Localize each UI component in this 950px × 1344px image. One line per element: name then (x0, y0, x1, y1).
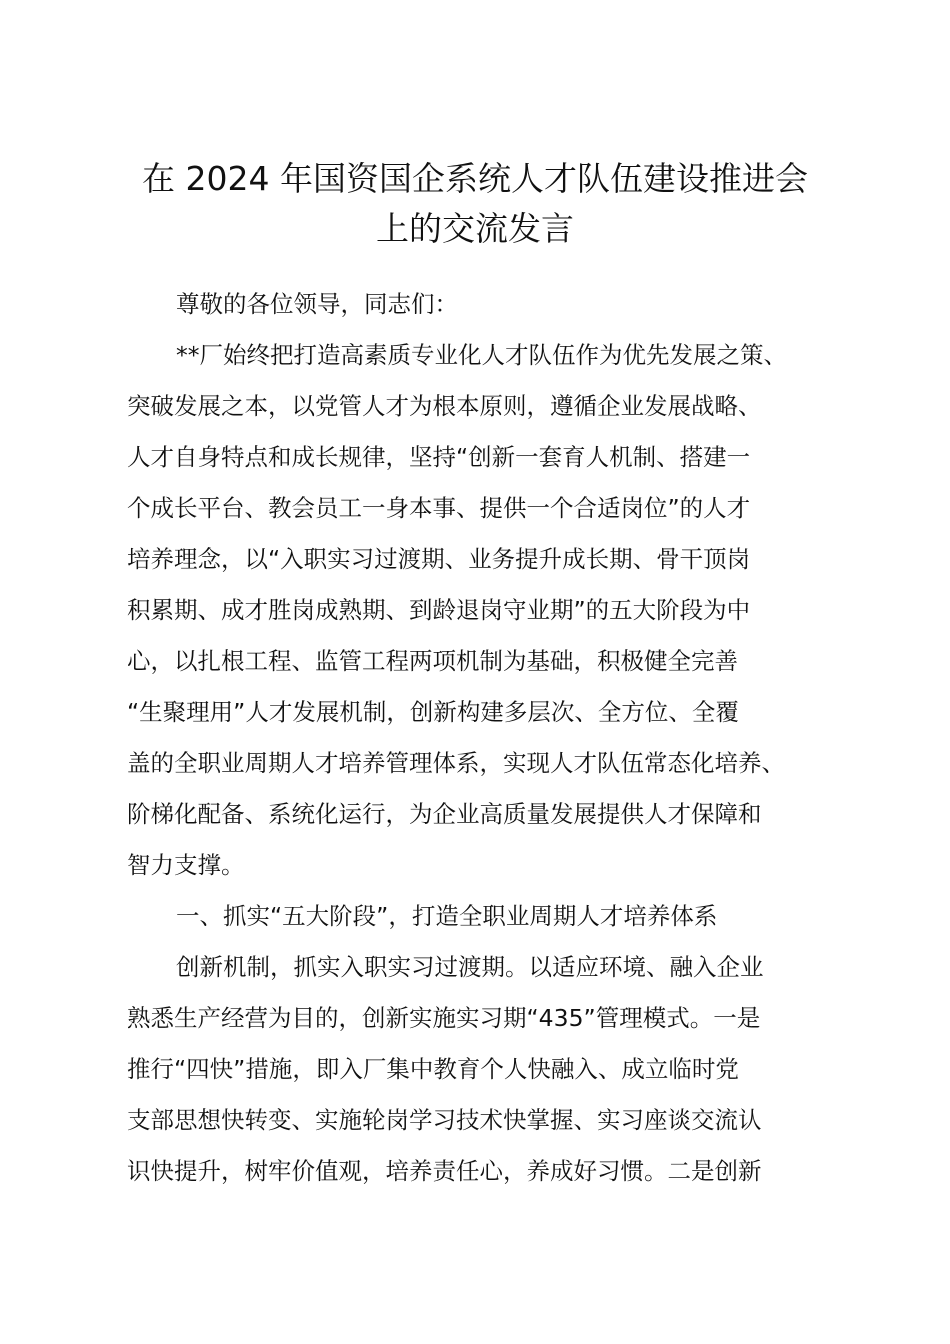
section-heading: 一、抓实“五大阶段”，打造全职业周期人才培养体系 (176, 902, 718, 930)
body-line: 积累期、成才胜岗成熟期、到龄退岗守业期”的五大阶段为中 (127, 596, 751, 624)
body-line: 盖的全职业周期人才培养管理体系，实现人才队伍常态化培养、 (127, 749, 785, 777)
body-line: 个成长平台、教会员工一身本事、提供一个合适岗位”的人才 (127, 494, 751, 522)
body-line: “生聚理用”人才发展机制，创新构建多层次、全方位、全覆 (127, 698, 739, 726)
body-line: **厂始终把打造高素质专业化人才队伍作为优先发展之策、 (176, 341, 787, 369)
salutation: 尊敬的各位领导，同志们： (176, 290, 458, 318)
body-line: 人才自身特点和成长规律，坚持“创新一套育人机制、搭建一 (127, 443, 751, 471)
body-line: 智力支撑。 (127, 851, 245, 879)
body-line: 心，以扎根工程、监管工程两项机制为基础，积极健全完善 (127, 647, 738, 675)
body-line: 阶梯化配备、系统化运行，为企业高质量发展提供人才保障和 (127, 800, 762, 828)
body-line: 识快提升，树牢价值观，培养责任心，养成好习惯。二是创新 (127, 1157, 762, 1185)
body-line: 熟悉生产经营为目的，创新实施实习期“435”管理模式。一是 (127, 1004, 761, 1032)
body-line: 支部思想快转变、实施轮岗学习技术快掌握、实习座谈交流认 (127, 1106, 762, 1134)
document-title-line-1: 在 2024 年国资国企系统人才队伍建设推进会 (142, 159, 808, 198)
body-line: 创新机制，抓实入职实习过渡期。以适应环境、融入企业 (176, 953, 764, 981)
body-line: 培养理念，以“入职实习过渡期、业务提升成长期、骨干顶岗 (127, 545, 751, 573)
body-line: 突破发展之本，以党管人才为根本原则，遵循企业发展战略、 (127, 392, 762, 420)
document-title-line-2: 上的交流发言 (376, 209, 574, 248)
body-line: 推行“四快”措施，即入厂集中教育个人快融入、成立临时党 (127, 1055, 739, 1083)
